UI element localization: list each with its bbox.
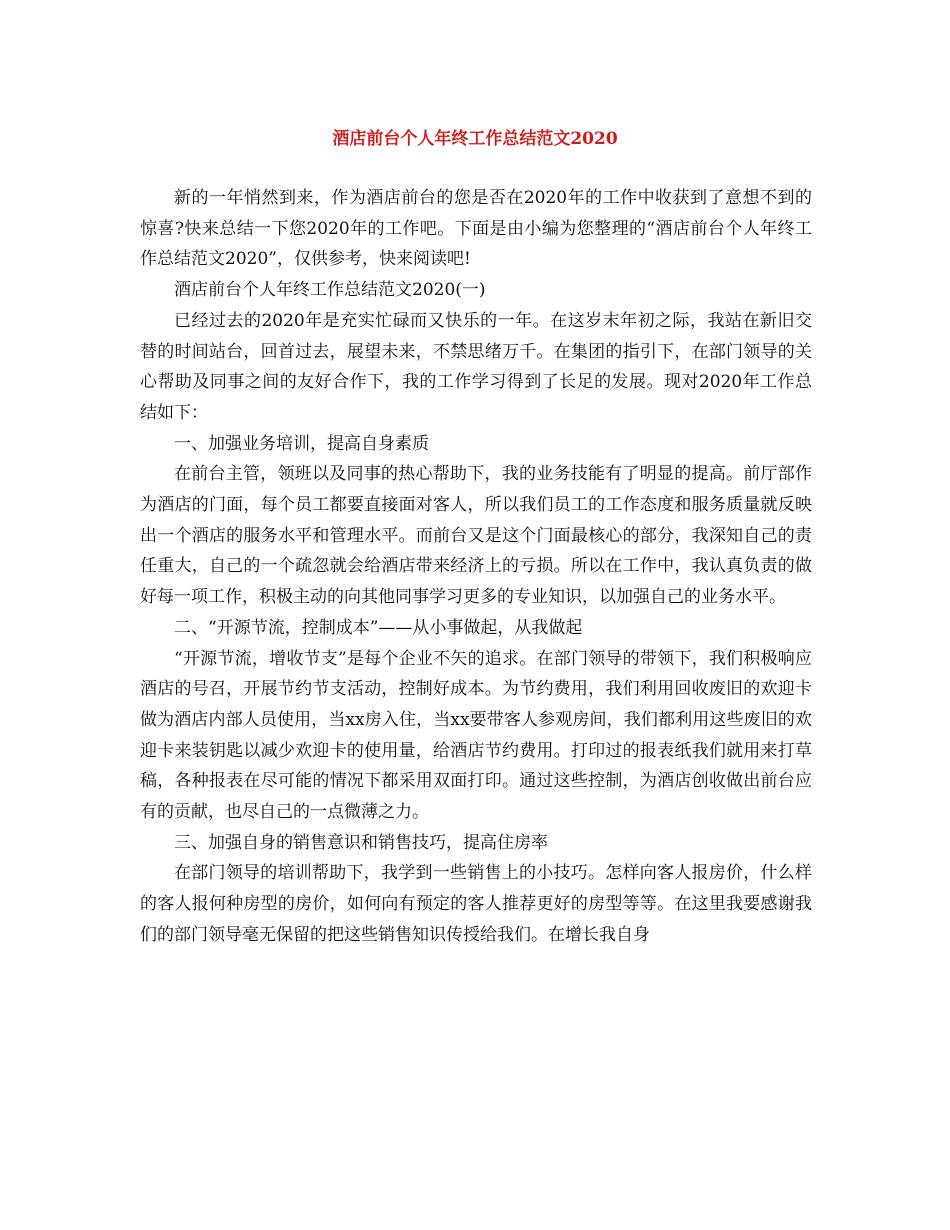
- body-paragraph: 已经过去的2020年是充实忙碌而又快乐的一年。在这岁末年初之际，我站在新旧交替的时间站台，回首过去，展望未来，不禁思绪万千。在集团的指引下，在部门领导的关心帮助及同事之间的友好合作下，我的工作学习得到了长足的发展。现对2020年工作总结如下：: [140, 310, 812, 423]
- body-paragraph: 在前台主管，领班以及同事的热心帮助下，我的业务技能有了明显的提高。前厅部作为酒店的门面，每个员工都要直接面对客人，所以我们员工的工作态度和服务质量就反映出一个酒店的服务水平和管理水平。而前台又是这个门面最核心的部分，我深知自己的责任重大，自己的一个疏忽就会给酒店带来经济上的亏损。所以在工作中，我认真负责的做好每一项工作，积极主动的向其他同事学习更多的专业知识，以加强自己的业务水平。: [140, 464, 812, 608]
- body-paragraph: 在部门领导的培训帮助下，我学到一些销售上的小技巧。怎样向客人报房价，什么样的客人报何种房型的房价，如何向有预定的客人推荐更好的房型等等。在这里我要感谢我们的部门领导毫无保留的把这些销售知识传授给我们。在增长我自身: [140, 863, 812, 945]
- intro-paragraph: 新的一年悄然到来，作为酒店前台的您是否在2020年的工作中收获到了意想不到的惊喜?快来总结一下您2020年的工作吧。下面是由小编为您整理的“酒店前台个人年终工作总结范文2020”，仅供参考，快来阅读吧!: [140, 188, 812, 270]
- section-heading-2: 二、“开源节流，控制成本”——从小事做起，从我做起: [174, 617, 583, 638]
- document-title: 酒店前台个人年终工作总结范文2020: [332, 129, 618, 149]
- section-heading-part-one: 酒店前台个人年终工作总结范文2020(一): [174, 280, 486, 301]
- document-body: [140, 183, 812, 951]
- section-heading-1: 一、加强业务培训，提高自身素质: [174, 433, 429, 454]
- section-heading-3: 三、加强自身的销售意识和销售技巧，提高住房率: [174, 832, 548, 853]
- body-paragraph: “开源节流，增收节支”是每个企业不矢的追求。在部门领导的带领下，我们积极响应酒店的号召，开展节约节支活动，控制好成本。为节约费用，我们利用回收废旧的欢迎卡做为酒店内部人员使用，当xx房入住，当xx要带客人参观房间，我们都利用这些废旧的欢迎卡来装钥匙以减少欢迎卡的使用量，给酒店节约费用。打印过的报表纸我们就用来打草稿，各种报表在尽可能的情况下都采用双面打印。通过这些控制，为酒店创收做出前台应有的贡献，也尽自己的一点微薄之力。: [140, 648, 812, 823]
